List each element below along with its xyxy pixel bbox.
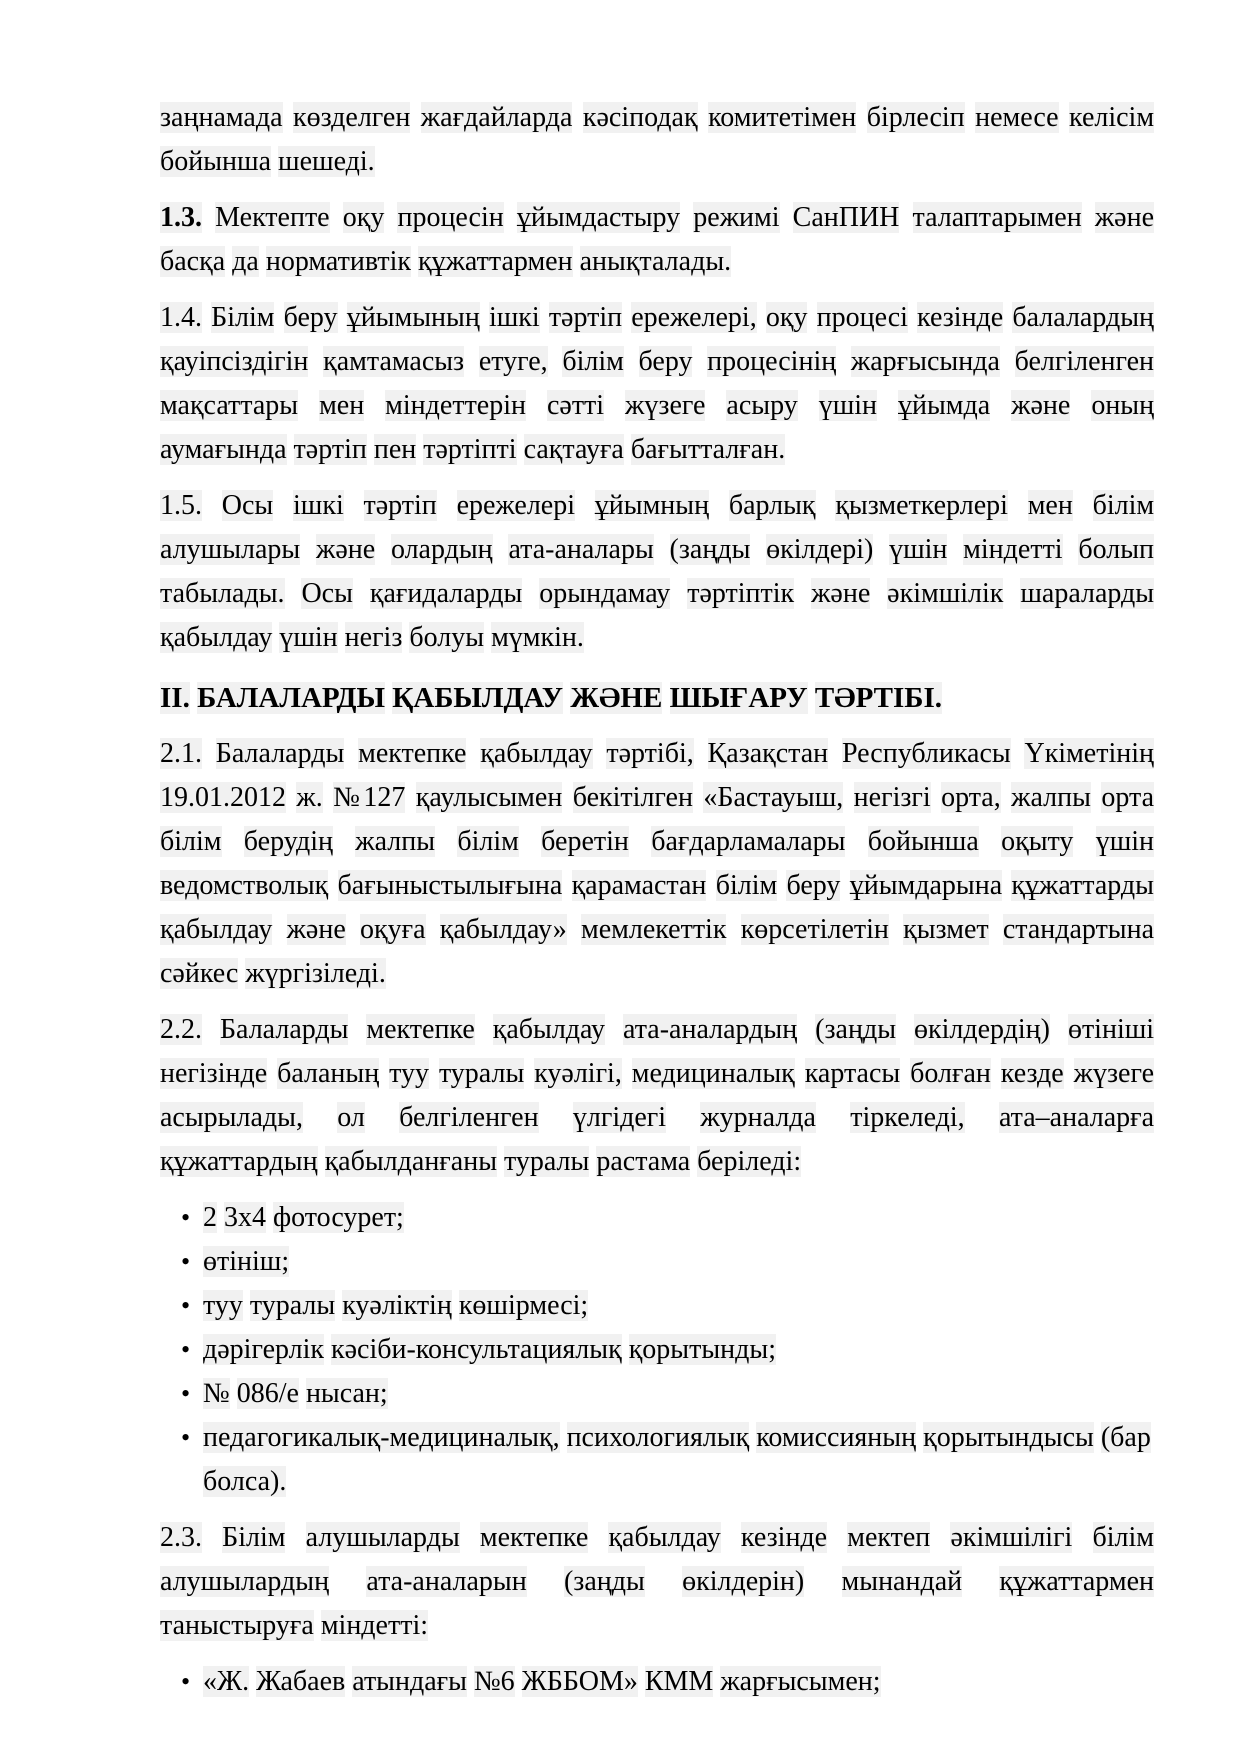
paragraph-text: Осы ішкі тәртіп ережелері ұйымның барлық қызметкерлері мен білім алушылары және олардың ата-аналары (заңды өкілдері) үшін міндетті болып табылады. Осы қағидаларды орындамау тәртіптік және әкімшілік шараларды қабылдау үшін негіз болуы мүмкін. [160,490,1155,653]
list-item [160,1660,1154,1704]
paragraph-number: 2.2. [160,1014,202,1045]
paragraph-number: 1.4. [160,302,202,333]
admission-documents-list [160,1196,1154,1504]
list-item-text: педагогикалық-медициналық, психологиялық комиссияның қорытындысы (бар болса). [203,1422,1151,1497]
bullet-icon: • [181,1667,191,1696]
bullet-icon: • [181,1203,191,1232]
list-item-text: 2 3х4 фотосурет; [203,1202,404,1233]
paragraph-intro [160,96,1154,184]
paragraph-2-3 [160,1516,1154,1648]
paragraph-text: Білім алушыларды мектепке қабылдау кезінде мектеп әкімшілігі білім алушылардың ата-аналарын (заңды өкілдерін) мынандай құжаттармен таныстыруға міндетті: [160,1522,1155,1641]
paragraph-number: 1.5. [160,490,202,521]
section-heading-2 [160,676,1154,720]
paragraph-2-2 [160,1008,1154,1184]
paragraph-text: Мектепте оқу процесін ұйымдастыру режимі СанПИН талаптарымен және басқа да нормативтік құжаттармен анықталады. [160,202,1155,277]
list-item-text: № 086/е нысан; [203,1378,388,1409]
paragraph-number: 1.3. [160,202,202,233]
paragraph-1-5 [160,484,1154,660]
list-item [160,1196,1154,1240]
paragraph-text: заңнамада көзделген жағдайларда кәсіподақ комитетімен бірлесіп немесе келісім бойынша шешеді. [160,102,1155,177]
list-item [160,1328,1154,1372]
list-item [160,1416,1154,1504]
paragraph-2-1 [160,732,1154,996]
bullet-icon: • [181,1247,191,1276]
list-item-text: «Ж. Жабаев атындағы №6 ЖББОМ» КММ жарғысымен; [203,1666,881,1697]
paragraph-text: Балаларды мектепке қабылдау ата-аналардың (заңды өкілдердің) өтініші негізінде баланың туу туралы куәлігі, медициналық картасы болған кезде жүзеге асырылады, ол белгіленген үлгідегі журналда тіркеледі, ата–аналарға құжаттардың қабылданғаны туралы растама беріледі: [160,1014,1155,1177]
list-item [160,1284,1154,1328]
paragraph-text: Балаларды мектепке қабылдау тәртібі, Қазақстан Республикасы Үкіметінің 19.01.2012 ж. №127 қаулысымен бекітілген «Бастауыш, негізгі орта, жалпы орта білім берудің жалпы білім беретін бағдарламалары бойынша оқыту үшін ведомстволық бағыныстылығына қарамастан білім беру ұйымдарына құжаттарды қабылдау және оқуға қабылдау» мемлекеттік көрсетілетін қызмет стандартына сәйкес жүргізіледі. [160,738,1155,989]
paragraph-1-4 [160,296,1154,472]
paragraph-number: 2.3. [160,1522,202,1553]
bullet-icon: • [181,1423,191,1452]
list-item-text: туу туралы куәліктің көшірмесі; [203,1290,589,1321]
paragraph-1-3 [160,196,1154,284]
list-item [160,1240,1154,1284]
section-heading-text: ІІ. БАЛАЛАРДЫ ҚАБЫЛДАУ ЖӘНЕ ШЫҒАРУ ТӘРТІБІ. [160,682,943,714]
bullet-icon: • [181,1335,191,1364]
paragraph-number: 2.1. [160,738,202,769]
familiarization-documents-list [160,1660,1154,1704]
list-item [160,1372,1154,1416]
bullet-icon: • [181,1379,191,1408]
bullet-icon: • [181,1291,191,1320]
list-item-text: дәрігерлік кәсіби-консультациялық қорытынды; [203,1334,776,1365]
list-item-text: өтініш; [203,1246,290,1277]
paragraph-text: Білім беру ұйымының ішкі тәртіп ережелері, оқу процесі кезінде балалардың қауіпсіздігін қамтамасыз етуге, білім беру процесінің жарғысында белгіленген мақсаттары мен міндеттерін сәтті жүзеге асыру үшін ұйымда және оның аумағында тәртіп пен тәртіпті сақтауға бағытталған. [160,302,1155,465]
